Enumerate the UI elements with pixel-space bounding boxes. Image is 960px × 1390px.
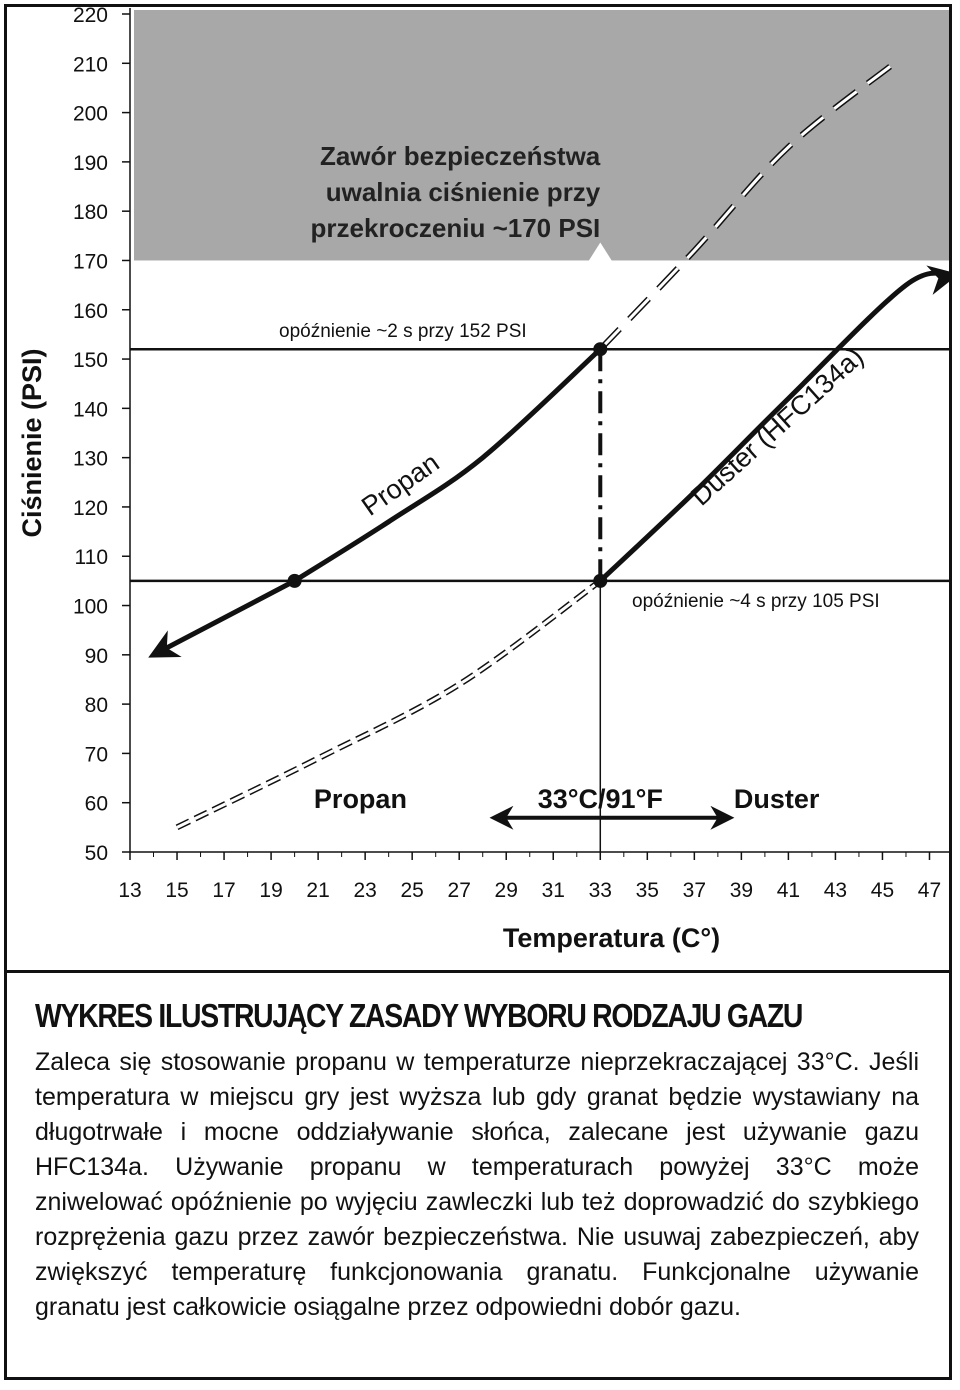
y-tick-label: 170 bbox=[72, 250, 108, 274]
reference-label-105: opóźnienie ~4 s przy 105 PSI bbox=[632, 590, 880, 612]
x-tick-label: 27 bbox=[447, 879, 471, 902]
region-label-propan: Propan bbox=[313, 783, 407, 814]
reference-label-152: opóźnienie ~2 s przy 152 PSI bbox=[279, 321, 527, 343]
x-tick-label: 17 bbox=[212, 879, 236, 902]
data-point bbox=[288, 574, 302, 588]
y-tick-label: 70 bbox=[84, 743, 108, 767]
propan-arrow bbox=[154, 581, 295, 655]
description-heading: WYKRES ILUSTRUJĄCY ZASADY WYBORU RODZAJU GAZU bbox=[35, 997, 803, 1034]
y-tick-label: 180 bbox=[72, 201, 108, 225]
series-label-duster: Duster (HFC134a) bbox=[685, 341, 870, 512]
y-tick-label: 140 bbox=[72, 398, 108, 422]
y-tick-label: 110 bbox=[74, 546, 108, 570]
region-label-threshold: 33°C/91°F bbox=[537, 783, 663, 814]
x-tick-label: 13 bbox=[118, 879, 142, 902]
y-tick-label: 120 bbox=[72, 496, 108, 520]
safety-valve-label-line: Zawór bezpieczeństwa bbox=[319, 141, 601, 171]
x-tick-label: 19 bbox=[259, 879, 283, 902]
y-tick-label: 100 bbox=[72, 595, 108, 619]
y-axis-title: Ciśnienie (PSI) bbox=[17, 348, 47, 538]
y-tick-label: 210 bbox=[72, 53, 108, 77]
y-tick-label: 90 bbox=[84, 644, 108, 668]
chart bbox=[7, 7, 949, 970]
region-label-duster: Duster bbox=[733, 783, 820, 814]
propan-curve bbox=[295, 349, 601, 581]
y-tick-label: 160 bbox=[72, 299, 108, 323]
description-paragraph: Zaleca się stosowanie propanu w temperaturze nieprzekraczającej 33°C. Jeśli temperatura w miejscu gry jest wyższa lub gdy granat będzie wystawiany na długotrwałe i mocne oddziaływanie słońca, zalecane jest używanie gazu HFC134a. Używanie propanu w temperaturach powyżej 33°C może zniwelować opóźnienie po wyjęciu zawleczki lub też doprowadzić do szybkiego rozprężenia gazu przez zawór bezpieczeństwa. Nie usuwaj zabezpieczeń, aby zwiększyć temperaturę funkcjonowania granatu. Funkcjonalne używanie granatu jest całkowicie osiągalne przez odpowiedni dobór gazu. bbox=[35, 1048, 919, 1321]
figure-frame bbox=[4, 4, 952, 1380]
x-tick-label: 39 bbox=[729, 879, 754, 902]
x-tick-label: 31 bbox=[541, 879, 565, 902]
x-tick-label: 41 bbox=[776, 879, 801, 902]
y-tick-label: 50 bbox=[84, 842, 108, 865]
x-tick-label: 25 bbox=[400, 879, 424, 902]
x-tick-label: 33 bbox=[588, 879, 612, 902]
x-tick-label: 23 bbox=[353, 879, 377, 902]
x-tick-label: 29 bbox=[494, 879, 518, 902]
x-tick-label: 21 bbox=[306, 879, 330, 902]
x-axis-title: Temperatura (C°) bbox=[502, 923, 721, 953]
data-point bbox=[593, 342, 607, 356]
x-tick-label: 43 bbox=[823, 879, 848, 902]
x-tick-label: 37 bbox=[682, 879, 707, 902]
x-tick-label: 35 bbox=[635, 879, 659, 902]
y-tick-label: 60 bbox=[84, 792, 108, 816]
y-tick-label: 80 bbox=[84, 694, 108, 718]
y-tick-label: 130 bbox=[72, 447, 108, 471]
y-tick-label: 220 bbox=[72, 7, 108, 27]
section-divider bbox=[7, 970, 949, 973]
y-tick-label: 190 bbox=[72, 151, 108, 175]
data-point bbox=[593, 574, 607, 588]
x-tick-label: 47 bbox=[917, 879, 942, 902]
y-tick-label: 200 bbox=[72, 102, 108, 126]
safety-valve-label-line: uwalnia ciśnienie przy bbox=[325, 177, 601, 207]
description-block bbox=[35, 997, 919, 1325]
series-label-propan: Propan bbox=[356, 447, 445, 522]
x-tick-label: 45 bbox=[870, 879, 895, 902]
pressure-temperature-chart bbox=[7, 7, 949, 970]
safety-valve-label-line: przekroczeniu ~170 PSI bbox=[310, 213, 601, 243]
y-tick-label: 150 bbox=[72, 349, 108, 373]
x-tick-label: 15 bbox=[165, 879, 189, 902]
